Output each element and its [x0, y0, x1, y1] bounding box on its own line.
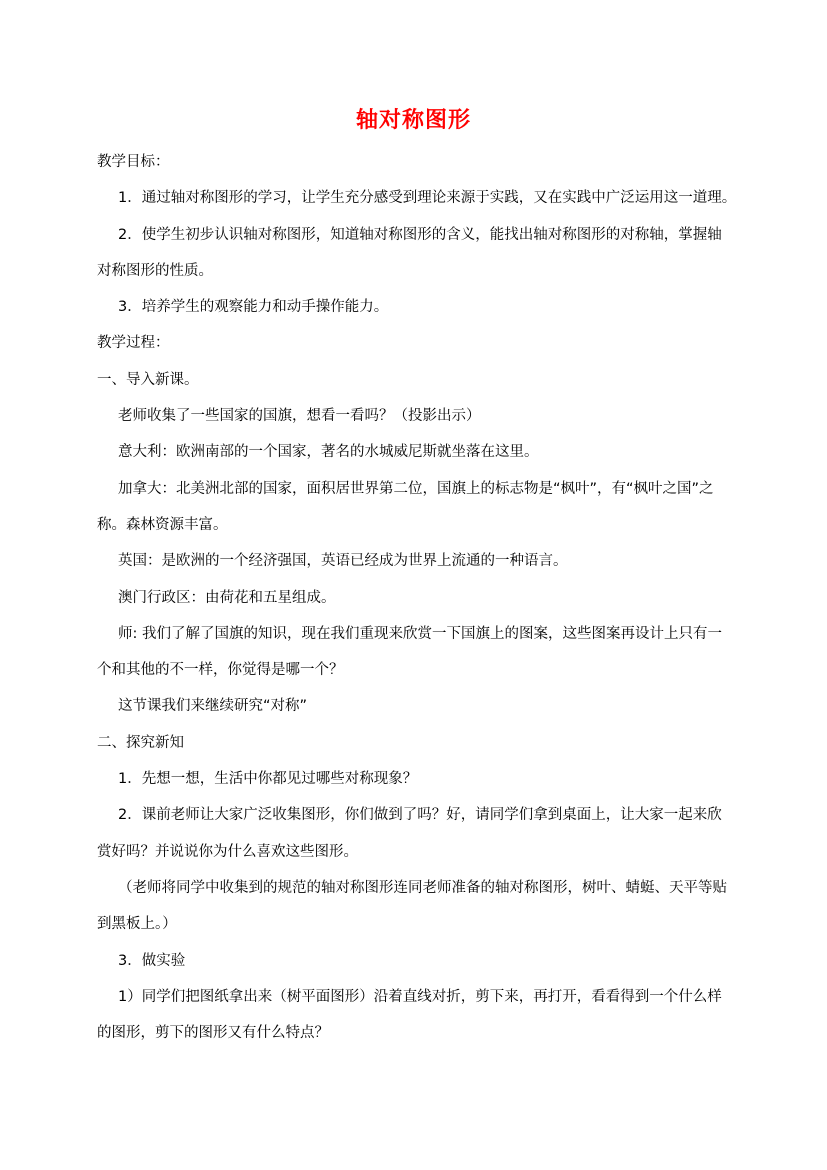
text-line: 意大利：欧洲南部的一个国家，著名的水城威尼斯就坐落在这里。 — [118, 444, 539, 461]
text-line: 加拿大：北美洲北部的国家，面积居世界第二位，国旗上的标志物是“枫叶”，有“枫叶之国”之 — [118, 480, 714, 497]
text-line: 1．先想一想，生活中你都见过哪些对称现象？ — [118, 771, 418, 788]
text-line: 二、探究新知 — [97, 734, 184, 751]
text-line: 个和其他的不一样，你觉得是哪一个？ — [97, 662, 344, 679]
text-line: 澳门行政区：由荷花和五星组成。 — [118, 589, 336, 606]
text-line: 1．通过轴对称图形的学习，让学生充分感受到理论来源于实践，又在实践中广泛运用这一道理。 — [118, 190, 737, 207]
text-line: 老师收集了一些国家的国旗，想看一看吗？（投影出示） — [118, 408, 481, 425]
text-line: 英国：是欧洲的一个经济强国，英语已经成为世界上流通的一种语言。 — [118, 553, 568, 570]
page-title: 轴对称图形 — [355, 108, 471, 133]
text-line: 师: 我们了解了国旗的知识，现在我们重现来欣赏一下国旗上的图案，这些图案再设计上只有一 — [118, 625, 722, 642]
text-line: 的图形，剪下的图形又有什么特点？ — [97, 1025, 329, 1042]
text-line: 3．培养学生的观察能力和动手操作能力。 — [118, 299, 389, 316]
text-line: 教学过程： — [97, 335, 170, 352]
text-line: 3．做实验 — [118, 952, 186, 969]
text-line: 一、导入新课。 — [97, 371, 199, 388]
text-line: 这节课我们来继续研究“对称” — [118, 698, 308, 715]
text-line: 2．使学生初步认识轴对称图形，知道轴对称图形的含义，能找出轴对称图形的对称轴，掌握轴 — [118, 226, 722, 243]
text-line: 赏好吗？并说说你为什么喜欢这些图形。 — [97, 843, 358, 860]
text-line: 对称图形的性质。 — [97, 262, 213, 279]
text-line: 1）同学们把图纸拿出来（树平面图形）沿着直线对折，剪下来，再打开，看看得到一个什么样 — [118, 988, 722, 1005]
text-line: （老师将同学中收集到的规范的轴对称图形连同老师准备的轴对称图形，树叶、蜻蜓、天平等贴 — [118, 879, 727, 896]
text-line: 到黑板上。） — [97, 916, 177, 933]
document-body — [97, 144, 757, 1051]
text-line: 2．课前老师让大家广泛收集图形，你们做到了吗？好，请同学们拿到桌面上，让大家一起来欣 — [118, 807, 722, 824]
text-line: 称。森林资源丰富。 — [97, 516, 228, 533]
text-line: 教学目标： — [97, 154, 170, 170]
